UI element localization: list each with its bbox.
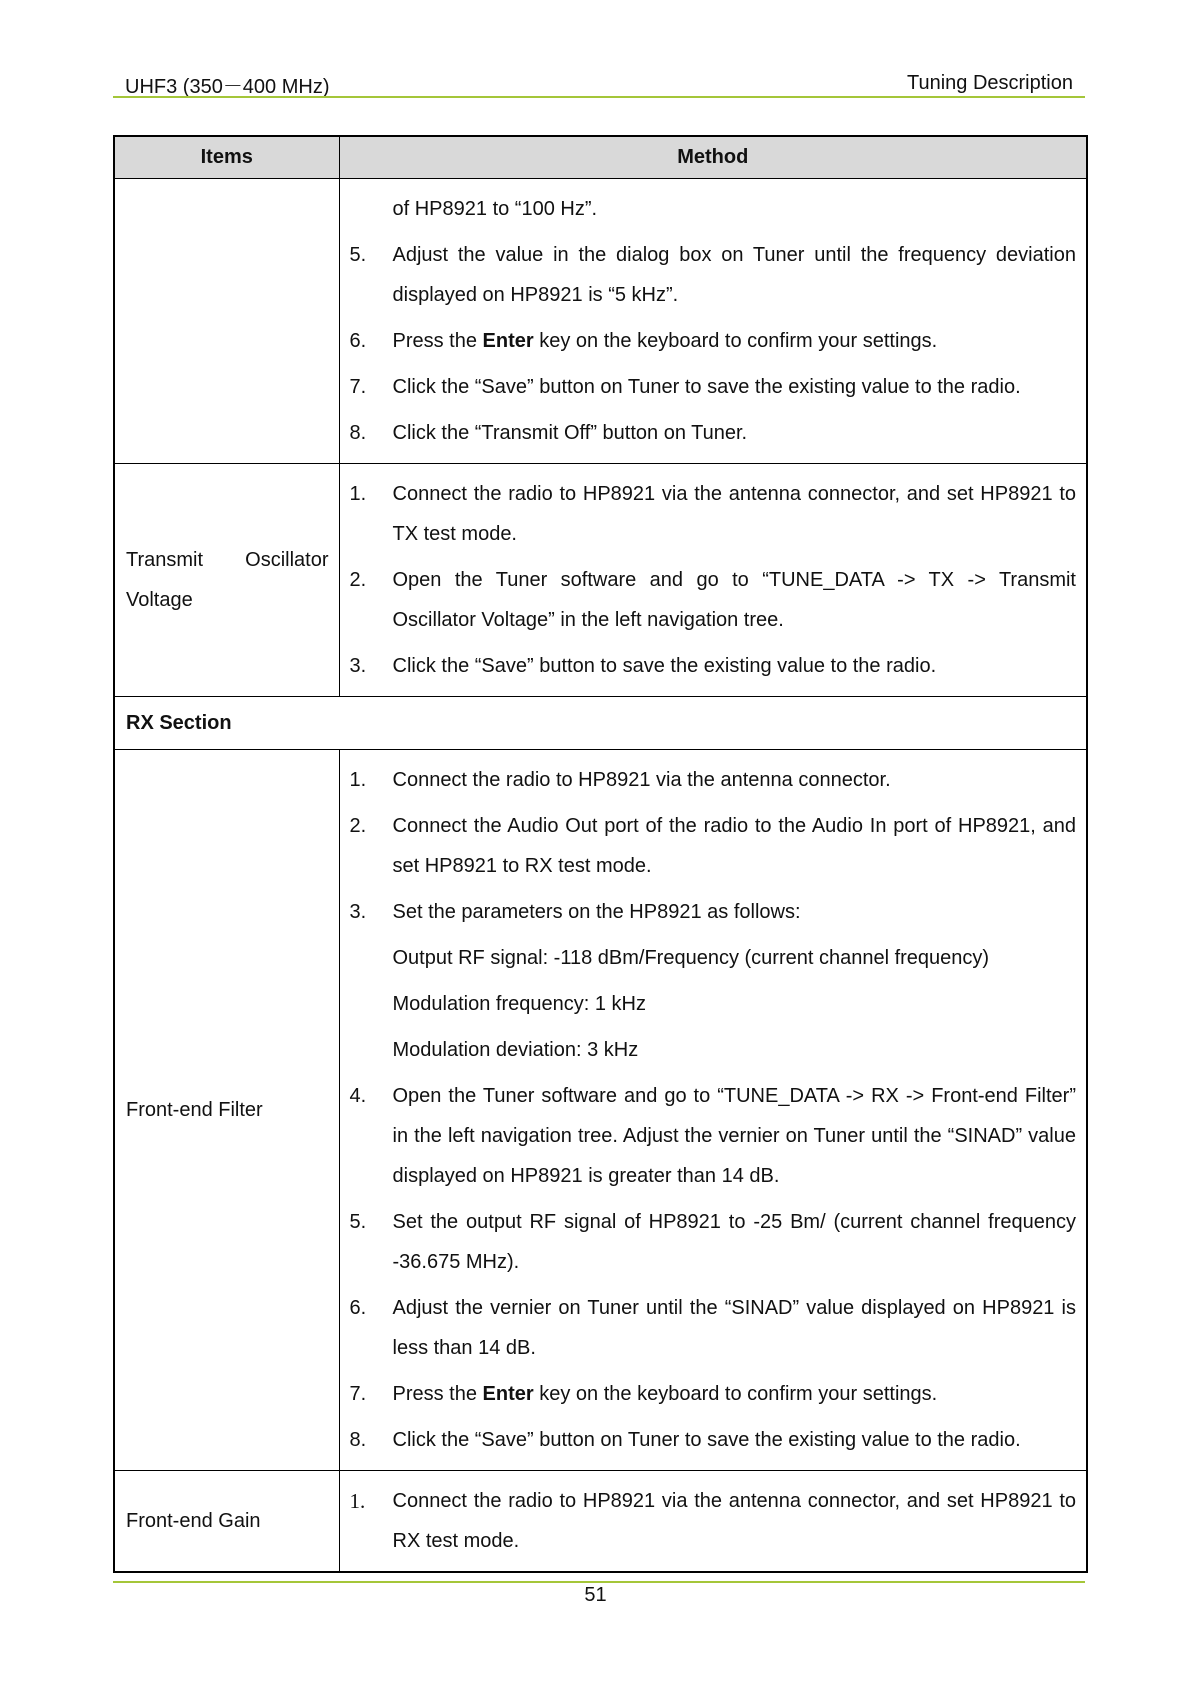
step-text: Connect the radio to HP8921 via the antenna connector, and set HP8921 to RX test mode. bbox=[392, 1490, 1076, 1552]
key-name: Enter bbox=[482, 1383, 534, 1405]
table-row bbox=[114, 1471, 1087, 1573]
method-cell bbox=[339, 179, 1087, 464]
text-run: Press the bbox=[392, 1383, 483, 1405]
list-item bbox=[350, 1374, 1077, 1414]
step-continuation: of HP8921 to “100 Hz”. bbox=[392, 198, 598, 220]
step-text: Click the “Save” button on Tuner to save the existing value to the radio. bbox=[392, 376, 1021, 398]
table-row bbox=[114, 464, 1087, 697]
step-text: Connect the radio to HP8921 via the antenna connector. bbox=[392, 769, 891, 791]
footer-divider bbox=[113, 1581, 1085, 1583]
parameter-line: Output RF signal: -118 dBm/Frequency (current channel frequency) bbox=[392, 947, 990, 969]
section-row bbox=[114, 697, 1087, 750]
step-text: Adjust the value in the dialog box on Tuner until the frequency deviation displayed on HP8921 is “5 kHz”. bbox=[392, 244, 1076, 306]
step-number: 6. bbox=[349, 330, 367, 352]
parameter-line: Modulation frequency: 1 kHz bbox=[392, 993, 646, 1015]
page-number: 51 bbox=[584, 1584, 607, 1606]
key-name: Enter bbox=[482, 330, 534, 352]
step-number: 6. bbox=[349, 1297, 367, 1319]
text-run: Press the bbox=[392, 330, 483, 352]
step-text bbox=[393, 321, 1077, 361]
step-number: 5. bbox=[349, 244, 367, 266]
table-header-row bbox=[114, 136, 1087, 179]
list-item bbox=[350, 1076, 1077, 1196]
step-text: Set the parameters on the HP8921 as follows: bbox=[392, 901, 801, 923]
item-cell: Front-end Gain bbox=[114, 1471, 339, 1573]
item-cell-empty bbox=[114, 179, 339, 464]
step-number: 7. bbox=[349, 1383, 367, 1405]
method-cell bbox=[339, 750, 1087, 1471]
step-text: Adjust the vernier on Tuner until the “SINAD” value displayed on HP8921 is less than 14 dB. bbox=[392, 1297, 1076, 1359]
step-number: 1. bbox=[349, 769, 367, 791]
col-header-items: Items bbox=[114, 136, 339, 179]
list-item bbox=[350, 1202, 1077, 1282]
header-section-title: Tuning Description bbox=[906, 72, 1073, 94]
step-text: Click the “Save” button on Tuner to save the existing value to the radio. bbox=[392, 1429, 1021, 1451]
list-item bbox=[350, 474, 1077, 554]
step-number: 4. bbox=[349, 1085, 367, 1107]
item-cell: Front-end Filter bbox=[114, 750, 339, 1471]
step-text: Set the output RF signal of HP8921 to -25 Bm/ (current channel frequency -36.675 MHz). bbox=[392, 1211, 1076, 1273]
list-item bbox=[350, 760, 1077, 800]
step-number: 8. bbox=[349, 422, 367, 444]
parameter-line: Modulation deviation: 3 kHz bbox=[392, 1039, 639, 1061]
list-item bbox=[350, 321, 1077, 361]
list-item bbox=[350, 367, 1077, 407]
method-cell bbox=[339, 464, 1087, 697]
list-item bbox=[350, 1481, 1077, 1561]
step-text: Open the Tuner software and go to “TUNE_DATA -> RX -> Front-end Filter” in the left navigation tree. Adjust the vernier on Tuner until the “SINAD” value displayed on HP8921 is greater than 14 dB. bbox=[392, 1085, 1076, 1187]
tuning-table bbox=[113, 135, 1088, 1573]
list-item bbox=[350, 235, 1077, 315]
table-row bbox=[114, 750, 1087, 1471]
list-item bbox=[350, 560, 1077, 640]
list-item bbox=[350, 1288, 1077, 1368]
step-text: Click the “Save” button to save the existing value to the radio. bbox=[392, 655, 937, 677]
step-number: 3. bbox=[349, 655, 367, 677]
step-text: Click the “Transmit Off” button on Tuner. bbox=[392, 422, 748, 444]
list-item bbox=[350, 806, 1077, 886]
step-number: 3. bbox=[349, 901, 367, 923]
header-doc-title: UHF3 (350－400 MHz) bbox=[125, 76, 330, 98]
step-number: 7. bbox=[349, 376, 367, 398]
step-text: Connect the radio to HP8921 via the antenna connector, and set HP8921 to TX test mode. bbox=[392, 483, 1076, 545]
list-item bbox=[350, 413, 1077, 453]
step-number: 2. bbox=[349, 569, 367, 591]
table-row bbox=[114, 179, 1087, 464]
section-heading: RX Section bbox=[114, 697, 1087, 750]
step-number: 2. bbox=[349, 815, 367, 837]
step-text: Connect the Audio Out port of the radio to the Audio In port of HP8921, and set HP8921 to RX test mode. bbox=[392, 815, 1076, 877]
step-number: 1. bbox=[349, 483, 367, 505]
list-item bbox=[350, 892, 1077, 932]
step-number: 8. bbox=[349, 1429, 367, 1451]
item-cell: Transmit Oscillator Voltage bbox=[114, 464, 339, 697]
step-number: 5. bbox=[349, 1211, 367, 1233]
text-run: key on the keyboard to confirm your settings. bbox=[533, 330, 938, 352]
step-text bbox=[393, 1374, 1077, 1414]
text-run: key on the keyboard to confirm your settings. bbox=[533, 1383, 938, 1405]
step-number: 1. bbox=[349, 1489, 366, 1513]
step-text: Open the Tuner software and go to “TUNE_DATA -> TX -> Transmit Oscillator Voltage” in the left navigation tree. bbox=[392, 569, 1076, 631]
method-cell bbox=[339, 1471, 1087, 1573]
col-header-method: Method bbox=[339, 136, 1087, 179]
header-divider bbox=[113, 96, 1085, 98]
list-item bbox=[350, 646, 1077, 686]
list-item bbox=[350, 1420, 1077, 1460]
